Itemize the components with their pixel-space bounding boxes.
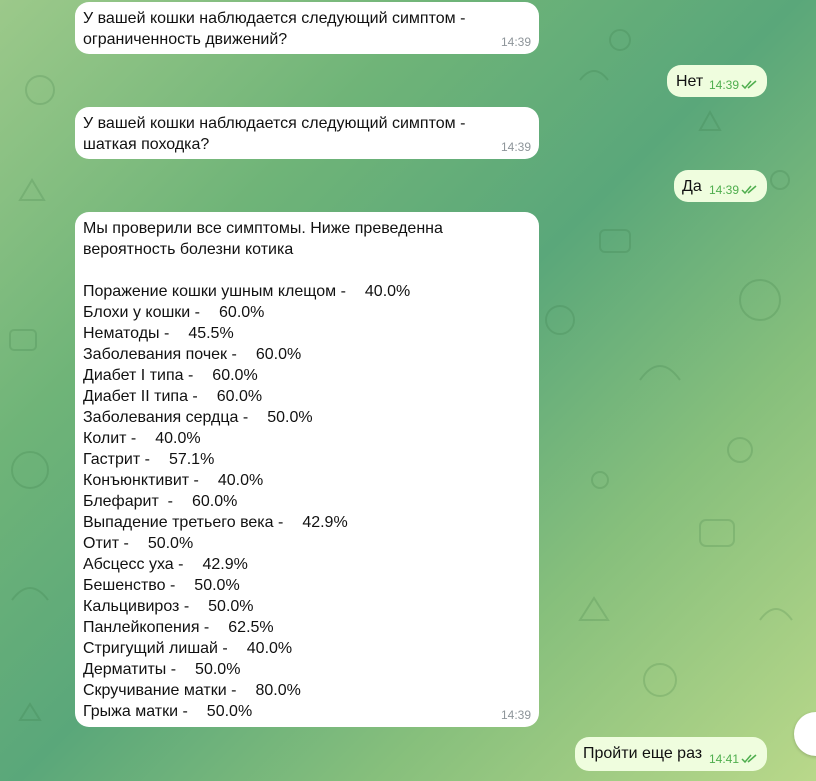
result-row: [83, 701, 529, 722]
message-text: Пройти еще раз: [583, 745, 703, 762]
disease-probability: 57.1%: [168, 451, 215, 468]
message-meta: [709, 183, 759, 197]
result-row: [83, 323, 529, 344]
result-row: [83, 491, 529, 512]
result-row: [83, 449, 529, 470]
result-row: [83, 533, 529, 554]
result-row: [83, 365, 529, 386]
disease-probability: 60.0%: [212, 367, 258, 384]
result-row: [83, 428, 529, 449]
result-row: [83, 575, 529, 596]
message-time: 14:39: [708, 183, 739, 197]
outgoing-message[interactable]: [674, 170, 767, 202]
result-row: [83, 659, 529, 680]
message-time: 14:39: [708, 78, 739, 92]
disease-name: Заболевания почек -: [83, 346, 237, 363]
disease-name: Конъюнктивит -: [83, 472, 199, 489]
disease-name: Скручивание матки -: [83, 682, 237, 699]
message-meta: [709, 78, 759, 92]
results-list: [83, 281, 529, 722]
disease-name: Поражение кошки ушным клещом -: [83, 283, 346, 300]
incoming-message[interactable]: [75, 107, 539, 159]
result-row: [83, 617, 529, 638]
result-row: [83, 638, 529, 659]
double-check-icon: [741, 80, 759, 90]
disease-name: Блефарит -: [83, 493, 173, 510]
results-intro: Мы проверили все симптомы. Ниже преведенна вероятность болезни котика: [83, 220, 443, 258]
disease-name: Грыжа матки -: [83, 703, 188, 720]
disease-probability: 42.9%: [202, 556, 248, 573]
disease-name: Колит -: [83, 430, 137, 447]
message-text: Нет: [676, 73, 704, 90]
double-check-icon: [741, 754, 759, 764]
result-row: [83, 470, 529, 491]
disease-probability: 50.0%: [147, 535, 194, 552]
disease-probability: 40.0%: [217, 472, 264, 489]
result-row: [83, 344, 529, 365]
disease-probability: 40.0%: [364, 283, 411, 300]
disease-name: Выпадение третьего века -: [83, 514, 284, 531]
disease-name: Дерматиты -: [83, 661, 177, 678]
disease-name: Кальцивироз -: [83, 598, 190, 615]
disease-name: Панлейкопения -: [83, 619, 210, 636]
result-row: [83, 512, 529, 533]
result-row: [83, 281, 529, 302]
result-row: [83, 386, 529, 407]
disease-probability: 50.0%: [206, 703, 253, 720]
disease-name: Диабет I типа -: [83, 367, 194, 384]
incoming-message-results[interactable]: [75, 212, 539, 727]
message-time: 14:39: [500, 140, 531, 154]
disease-probability: 42.9%: [302, 514, 348, 531]
disease-name: Блохи у кошки -: [83, 304, 201, 321]
double-check-icon: [741, 185, 759, 195]
disease-probability: 62.5%: [228, 619, 274, 636]
result-row: [83, 407, 529, 428]
disease-name: Отит -: [83, 535, 129, 552]
message-meta: [709, 752, 759, 766]
message-text: У вашей кошки наблюдается следующий симптом - ограниченность движений?: [83, 10, 466, 48]
disease-probability: 50.0%: [208, 598, 254, 615]
message-time: 14:39: [500, 35, 531, 49]
outgoing-message[interactable]: [575, 737, 767, 771]
disease-probability: 40.0%: [246, 640, 293, 657]
disease-name: Гастрит -: [83, 451, 150, 468]
disease-probability: 50.0%: [195, 661, 241, 678]
disease-probability: 50.0%: [194, 577, 240, 594]
disease-probability: 45.5%: [188, 325, 234, 342]
message-time: 14:41: [708, 752, 739, 766]
disease-probability: 60.0%: [255, 346, 302, 363]
disease-name: Стригущий лишай -: [83, 640, 228, 657]
disease-probability: 80.0%: [255, 682, 301, 699]
message-text: У вашей кошки наблюдается следующий симптом - шаткая походка?: [83, 115, 466, 153]
scroll-down-button[interactable]: [794, 712, 816, 756]
disease-name: Нематоды -: [83, 325, 170, 342]
result-row: [83, 596, 529, 617]
disease-probability: 50.0%: [267, 409, 313, 426]
result-row: [83, 302, 529, 323]
disease-probability: 60.0%: [216, 388, 263, 405]
disease-probability: 40.0%: [155, 430, 201, 447]
disease-probability: 60.0%: [192, 493, 238, 510]
incoming-message[interactable]: [75, 2, 539, 54]
message-time: 14:39: [500, 708, 531, 722]
disease-name: Бешенство -: [83, 577, 176, 594]
outgoing-message[interactable]: [667, 65, 767, 97]
message-text: Да: [682, 178, 702, 195]
disease-name: Диабет II типа -: [83, 388, 198, 405]
disease-name: Заболевания сердца -: [83, 409, 249, 426]
result-row: [83, 554, 529, 575]
result-row: [83, 680, 529, 701]
disease-name: Абсцесс уха -: [83, 556, 184, 573]
disease-probability: 60.0%: [219, 304, 265, 321]
